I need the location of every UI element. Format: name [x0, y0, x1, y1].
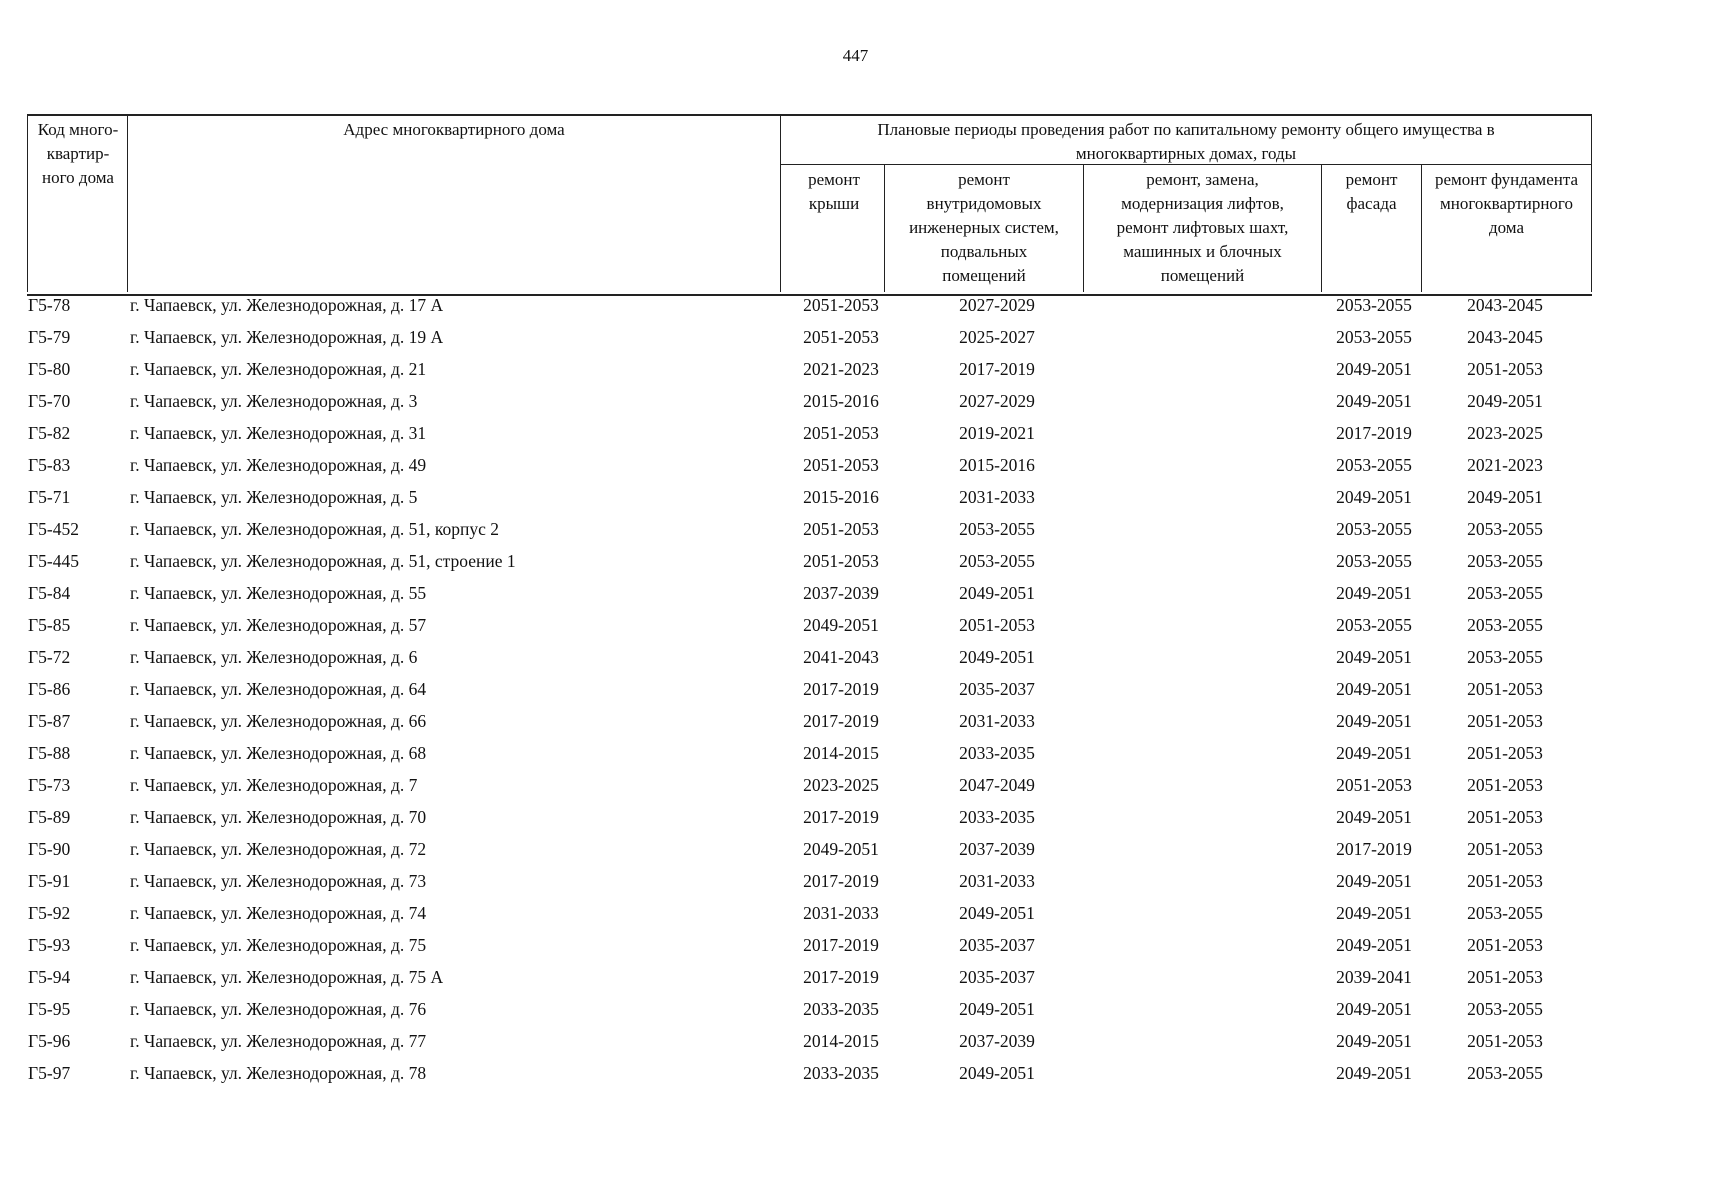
cell-roof: 2021-2023 [803, 359, 879, 379]
cell-code: Г5-85 [28, 615, 71, 635]
table-row [28, 481, 1588, 513]
table-row [28, 929, 1588, 961]
cell-facade: 2053-2055 [1336, 295, 1412, 315]
cell-roof: 2031-2033 [803, 903, 879, 923]
cell-code: Г5-97 [28, 1063, 71, 1083]
table-row [28, 577, 1588, 609]
cell-code: Г5-70 [28, 391, 71, 411]
cell-facade: 2039-2041 [1336, 967, 1412, 987]
header-lifts: ремонт, замена, модернизация лифтов, ремонт лифтовых шахт, машинных и блочных помещений [1116, 170, 1289, 285]
cell-foundation: 2043-2045 [1467, 295, 1543, 315]
cell-address: г. Чапаевск, ул. Железнодорожная, д. 75 А [130, 967, 444, 987]
cell-roof: 2015-2016 [803, 487, 879, 507]
cell-facade: 2049-2051 [1336, 871, 1412, 891]
cell-address: г. Чапаевск, ул. Железнодорожная, д. 64 [130, 679, 427, 699]
table-row [28, 289, 1588, 321]
cell-facade: 2017-2019 [1336, 423, 1412, 443]
table-row [28, 321, 1588, 353]
cell-address: г. Чапаевск, ул. Железнодорожная, д. 68 [130, 743, 427, 763]
cell-engineering: 2049-2051 [959, 647, 1035, 667]
cell-facade: 2049-2051 [1336, 583, 1412, 603]
cell-code: Г5-73 [28, 775, 71, 795]
cell-engineering: 2053-2055 [959, 519, 1035, 539]
cell-engineering: 2037-2039 [959, 839, 1035, 859]
cell-foundation: 2053-2055 [1467, 999, 1543, 1019]
cell-engineering: 2049-2051 [959, 1063, 1035, 1083]
cell-foundation: 2051-2053 [1467, 359, 1543, 379]
cell-engineering: 2027-2029 [959, 295, 1035, 315]
cell-code: Г5-87 [28, 711, 71, 731]
cell-roof: 2033-2035 [803, 999, 879, 1019]
cell-foundation: 2051-2053 [1467, 775, 1543, 795]
cell-engineering: 2015-2016 [959, 455, 1035, 475]
cell-foundation: 2051-2053 [1467, 679, 1543, 699]
rule-right [1591, 114, 1592, 292]
cell-address: г. Чапаевск, ул. Железнодорожная, д. 70 [130, 807, 427, 827]
cell-address: г. Чапаевск, ул. Железнодорожная, д. 21 [130, 359, 427, 379]
header-roof: ремонт крыши [808, 170, 860, 213]
cell-roof: 2017-2019 [803, 679, 879, 699]
cell-address: г. Чапаевск, ул. Железнодорожная, д. 74 [130, 903, 427, 923]
cell-address: г. Чапаевск, ул. Железнодорожная, д. 6 [130, 647, 418, 667]
cell-roof: 2049-2051 [803, 615, 879, 635]
cell-facade: 2049-2051 [1336, 743, 1412, 763]
cell-code: Г5-82 [28, 423, 71, 443]
table-row [28, 865, 1588, 897]
cell-roof: 2015-2016 [803, 391, 879, 411]
cell-address: г. Чапаевск, ул. Железнодорожная, д. 72 [130, 839, 427, 859]
cell-address: г. Чапаевск, ул. Железнодорожная, д. 5 [130, 487, 418, 507]
table-row [28, 513, 1588, 545]
cell-roof: 2051-2053 [803, 551, 879, 571]
cell-foundation: 2049-2051 [1467, 487, 1543, 507]
cell-facade: 2053-2055 [1336, 519, 1412, 539]
cell-engineering: 2031-2033 [959, 487, 1035, 507]
cell-roof: 2017-2019 [803, 871, 879, 891]
cell-roof: 2051-2053 [803, 455, 879, 475]
table-row [28, 737, 1588, 769]
cell-facade: 2049-2051 [1336, 647, 1412, 667]
cell-engineering: 2049-2051 [959, 903, 1035, 923]
table-row [28, 1025, 1588, 1057]
cell-address: г. Чапаевск, ул. Железнодорожная, д. 31 [130, 423, 427, 443]
cell-facade: 2053-2055 [1336, 455, 1412, 475]
cell-roof: 2051-2053 [803, 295, 879, 315]
cell-code: Г5-83 [28, 455, 71, 475]
header-code: Код много- квартир- ного дома [37, 120, 119, 187]
cell-address: г. Чапаевск, ул. Железнодорожная, д. 55 [130, 583, 427, 603]
cell-address: г. Чапаевск, ул. Железнодорожная, д. 19 А [130, 327, 444, 347]
header-foundation: ремонт фундамента многоквартирного дома [1434, 170, 1579, 237]
table-row [28, 769, 1588, 801]
cell-engineering: 2035-2037 [959, 967, 1035, 987]
cell-facade: 2053-2055 [1336, 615, 1412, 635]
cell-roof: 2017-2019 [803, 967, 879, 987]
cell-facade: 2017-2019 [1336, 839, 1412, 859]
table-row [28, 545, 1588, 577]
cell-code: Г5-94 [28, 967, 71, 987]
cell-facade: 2049-2051 [1336, 999, 1412, 1019]
header-periods: Плановые периоды проведения работ по капитальному ремонту общего имущества в многоквартирных домах, годы [877, 120, 1495, 163]
cell-roof: 2014-2015 [803, 1031, 879, 1051]
table-row [28, 353, 1588, 385]
table-row [28, 609, 1588, 641]
table-row [28, 801, 1588, 833]
cell-address: г. Чапаевск, ул. Железнодорожная, д. 49 [130, 455, 427, 475]
cell-engineering: 2031-2033 [959, 871, 1035, 891]
cell-code: Г5-88 [28, 743, 71, 763]
table-row [28, 897, 1588, 929]
cell-foundation: 2053-2055 [1467, 647, 1543, 667]
table-row [28, 961, 1588, 993]
table-row [28, 417, 1588, 449]
cell-code: Г5-84 [28, 583, 71, 603]
cell-code: Г5-86 [28, 679, 71, 699]
cell-code: Г5-72 [28, 647, 71, 667]
cell-code: Г5-96 [28, 1031, 71, 1051]
cell-address: г. Чапаевск, ул. Железнодорожная, д. 7 [130, 775, 418, 795]
cell-roof: 2051-2053 [803, 423, 879, 443]
cell-foundation: 2053-2055 [1467, 583, 1543, 603]
cell-facade: 2049-2051 [1336, 935, 1412, 955]
cell-engineering: 2037-2039 [959, 1031, 1035, 1051]
cell-facade: 2053-2055 [1336, 551, 1412, 571]
header-engineering: ремонт внутридомовых инженерных систем, подвальных помещений [909, 170, 1059, 285]
cell-code: Г5-79 [28, 327, 71, 347]
cell-foundation: 2049-2051 [1467, 391, 1543, 411]
cell-foundation: 2051-2053 [1467, 1031, 1543, 1051]
cell-facade: 2049-2051 [1336, 711, 1412, 731]
cell-engineering: 2051-2053 [959, 615, 1035, 635]
cell-code: Г5-92 [28, 903, 71, 923]
cell-foundation: 2051-2053 [1467, 839, 1543, 859]
cell-code: Г5-95 [28, 999, 71, 1019]
table-row [28, 385, 1588, 417]
cell-code: Г5-80 [28, 359, 71, 379]
cell-foundation: 2053-2055 [1467, 551, 1543, 571]
cell-facade: 2051-2053 [1336, 775, 1412, 795]
cell-engineering: 2035-2037 [959, 935, 1035, 955]
cell-code: Г5-89 [28, 807, 71, 827]
cell-foundation: 2023-2025 [1467, 423, 1543, 443]
cell-roof: 2033-2035 [803, 1063, 879, 1083]
cell-code: Г5-93 [28, 935, 71, 955]
table-row [28, 449, 1588, 481]
header-address: Адрес многоквартирного дома [343, 120, 565, 139]
cell-code: Г5-452 [28, 519, 79, 539]
cell-code: Г5-90 [28, 839, 71, 859]
cell-facade: 2053-2055 [1336, 327, 1412, 347]
cell-code: Г5-71 [28, 487, 71, 507]
cell-engineering: 2019-2021 [959, 423, 1035, 443]
cell-roof: 2049-2051 [803, 839, 879, 859]
cell-facade: 2049-2051 [1336, 903, 1412, 923]
cell-code: Г5-91 [28, 871, 71, 891]
table-row [28, 705, 1588, 737]
cell-engineering: 2017-2019 [959, 359, 1035, 379]
table-row [28, 833, 1588, 865]
cell-facade: 2049-2051 [1336, 359, 1412, 379]
cell-facade: 2049-2051 [1336, 1063, 1412, 1083]
cell-foundation: 2021-2023 [1467, 455, 1543, 475]
cell-roof: 2023-2025 [803, 775, 879, 795]
cell-roof: 2051-2053 [803, 327, 879, 347]
cell-roof: 2051-2053 [803, 519, 879, 539]
cell-roof: 2037-2039 [803, 583, 879, 603]
cell-engineering: 2049-2051 [959, 583, 1035, 603]
cell-address: г. Чапаевск, ул. Железнодорожная, д. 73 [130, 871, 427, 891]
table-row [28, 673, 1588, 705]
cell-address: г. Чапаевск, ул. Железнодорожная, д. 75 [130, 935, 427, 955]
cell-foundation: 2051-2053 [1467, 967, 1543, 987]
cell-address: г. Чапаевск, ул. Железнодорожная, д. 51, строение 1 [130, 551, 516, 571]
cell-engineering: 2049-2051 [959, 999, 1035, 1019]
cell-roof: 2017-2019 [803, 711, 879, 731]
cell-code: Г5-445 [28, 551, 79, 571]
cell-foundation: 2053-2055 [1467, 903, 1543, 923]
cell-engineering: 2031-2033 [959, 711, 1035, 731]
page-number: 447 [842, 46, 869, 65]
cell-facade: 2049-2051 [1336, 391, 1412, 411]
cell-address: г. Чапаевск, ул. Железнодорожная, д. 3 [130, 391, 418, 411]
cell-engineering: 2035-2037 [959, 679, 1035, 699]
cell-address: г. Чапаевск, ул. Железнодорожная, д. 57 [130, 615, 427, 635]
cell-engineering: 2027-2029 [959, 391, 1035, 411]
cell-foundation: 2043-2045 [1467, 327, 1543, 347]
cell-facade: 2049-2051 [1336, 807, 1412, 827]
cell-roof: 2017-2019 [803, 807, 879, 827]
cell-address: г. Чапаевск, ул. Железнодорожная, д. 17 А [130, 295, 444, 315]
cell-address: г. Чапаевск, ул. Железнодорожная, д. 78 [130, 1063, 427, 1083]
cell-facade: 2049-2051 [1336, 679, 1412, 699]
cell-foundation: 2051-2053 [1467, 871, 1543, 891]
cell-foundation: 2053-2055 [1467, 615, 1543, 635]
cell-foundation: 2051-2053 [1467, 743, 1543, 763]
cell-engineering: 2025-2027 [959, 327, 1035, 347]
table-row [28, 641, 1588, 673]
table-row [28, 1057, 1588, 1089]
cell-address: г. Чапаевск, ул. Железнодорожная, д. 77 [130, 1031, 427, 1051]
cell-address: г. Чапаевск, ул. Железнодорожная, д. 51, корпус 2 [130, 519, 499, 539]
cell-roof: 2041-2043 [803, 647, 879, 667]
cell-engineering: 2033-2035 [959, 743, 1035, 763]
cell-foundation: 2053-2055 [1467, 519, 1543, 539]
cell-foundation: 2053-2055 [1467, 1063, 1543, 1083]
cell-roof: 2017-2019 [803, 935, 879, 955]
cell-code: Г5-78 [28, 295, 71, 315]
cell-roof: 2014-2015 [803, 743, 879, 763]
cell-foundation: 2051-2053 [1467, 711, 1543, 731]
cell-foundation: 2051-2053 [1467, 807, 1543, 827]
cell-engineering: 2033-2035 [959, 807, 1035, 827]
table-row [28, 993, 1588, 1025]
cell-facade: 2049-2051 [1336, 1031, 1412, 1051]
header-facade: ремонт фасада [1345, 170, 1398, 213]
cell-address: г. Чапаевск, ул. Железнодорожная, д. 76 [130, 999, 427, 1019]
cell-address: г. Чапаевск, ул. Железнодорожная, д. 66 [130, 711, 427, 731]
cell-facade: 2049-2051 [1336, 487, 1412, 507]
cell-foundation: 2051-2053 [1467, 935, 1543, 955]
cell-engineering: 2047-2049 [959, 775, 1035, 795]
cell-engineering: 2053-2055 [959, 551, 1035, 571]
